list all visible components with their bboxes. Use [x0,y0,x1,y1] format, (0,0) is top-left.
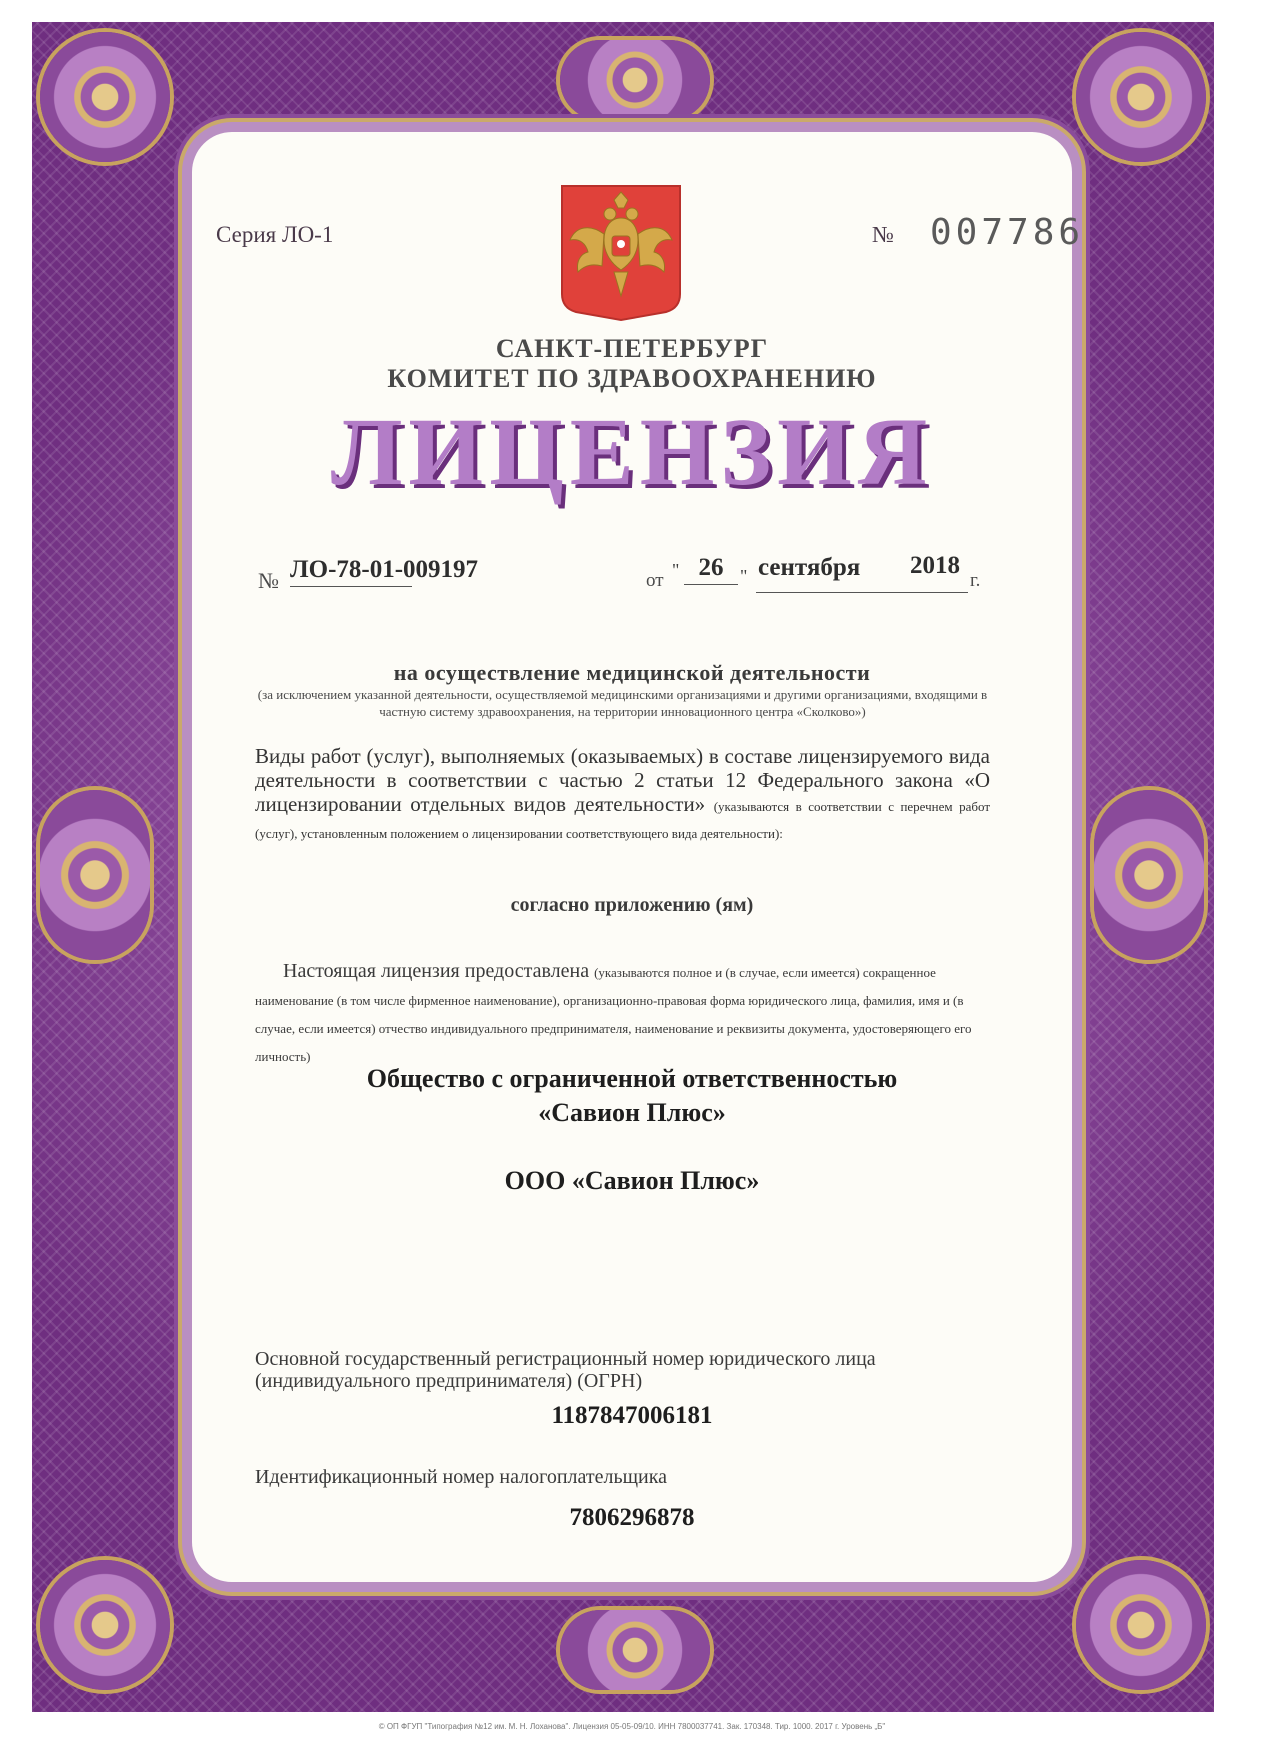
license-date-day: 26 [684,554,738,585]
serial-number-sign: № [872,222,894,247]
printer-imprint: © ОП ФГУП "Типография №12 им. М. Н. Лоханова". Лицензия 05-05-09/10. ИНН 7800037741. Зак. 170348. Тир. 1000. 2017 г. Уровень „Б" [378,1722,886,1731]
works-text: Виды работ (услуг), выполняемых (оказываемых) в составе лицензируемого вида деятельности в соответствии с частью 2 статьи 12 Федерального закона «О лицензировании отдельных видов деятельности» [255,744,990,816]
date-quote-open: " [672,560,680,580]
issuer-committee: КОМИТЕТ ПО ЗДРАВООХРАНЕНИЮ [387,364,877,393]
corner-ornament-bottom-right [1076,1560,1206,1690]
activity-title: на осуществление медицинской деятельности [393,660,871,685]
license-number: ЛО-78-01-009197 [290,556,412,587]
inn-label: Идентификационный номер налогоплательщика [255,1466,668,1488]
serial-number: 007786 [930,212,1085,253]
license-number-sign: № [258,568,279,593]
annex-reference: согласно приложению (ям) [510,894,754,916]
license-date-year: 2018 [910,552,960,579]
issuer-city: САНКТ-ПЕТЕРБУРГ [495,334,769,363]
coat-of-arms-icon [558,184,684,322]
date-quote-close: " [740,566,748,586]
granted-paragraph [255,958,990,1070]
activity-note: (за исключением указанной деятельности, осуществляемой медицинскими организациями и другими организациями, входящими в частную систему здравоохранения, на территории инновационного центра «Сколково») [257,687,988,719]
top-ornament [560,40,710,120]
license-date-month: сентября [758,554,861,581]
ogrn-value: 1187847006181 [551,1402,713,1429]
date-underline [756,592,968,593]
works-paragraph [255,744,990,846]
side-ornament-left [40,790,150,960]
corner-ornament-top-left [40,32,170,162]
organization-short-name: ООО «Савион Плюс» [504,1166,760,1195]
organization-full-name-line2: «Савион Плюс» [538,1098,726,1127]
series-label: Серия ЛО-1 [216,222,334,247]
date-prefix: от [646,570,664,591]
works-note: (указываются в соответствии с перечнем работ (услуг), установленным положением о лицензировании соответствующего вида деятельности): [255,799,990,841]
ogrn-label: Основной государственный регистрационный номер юридического лица (индивидуального предпринимателя) (ОГРН) [255,1348,876,1392]
organization-full-name-line1: Общество с ограниченной ответственностью [366,1064,898,1093]
side-ornament-right [1094,790,1204,960]
year-suffix: г. [970,570,981,591]
bottom-ornament [560,1610,710,1690]
inn-value: 7806296878 [569,1504,695,1531]
granted-text: Настоящая лицензия предоставлена [283,960,590,982]
corner-ornament-top-right [1076,32,1206,162]
corner-ornament-bottom-left [40,1560,170,1690]
granted-note: (указываются полное и (в случае, если имеется) сокращенное наименование (в том числе фирменное наименование), организационно-правовая форма юридического лица, фамилия, имя и (в случае, если имеется) отчество индивидуального предпринимателя, наименование и реквизиты документа, удостоверяющего его личность) [255,965,972,1064]
document-title: ЛИЦЕНЗИЯ [330,398,934,505]
